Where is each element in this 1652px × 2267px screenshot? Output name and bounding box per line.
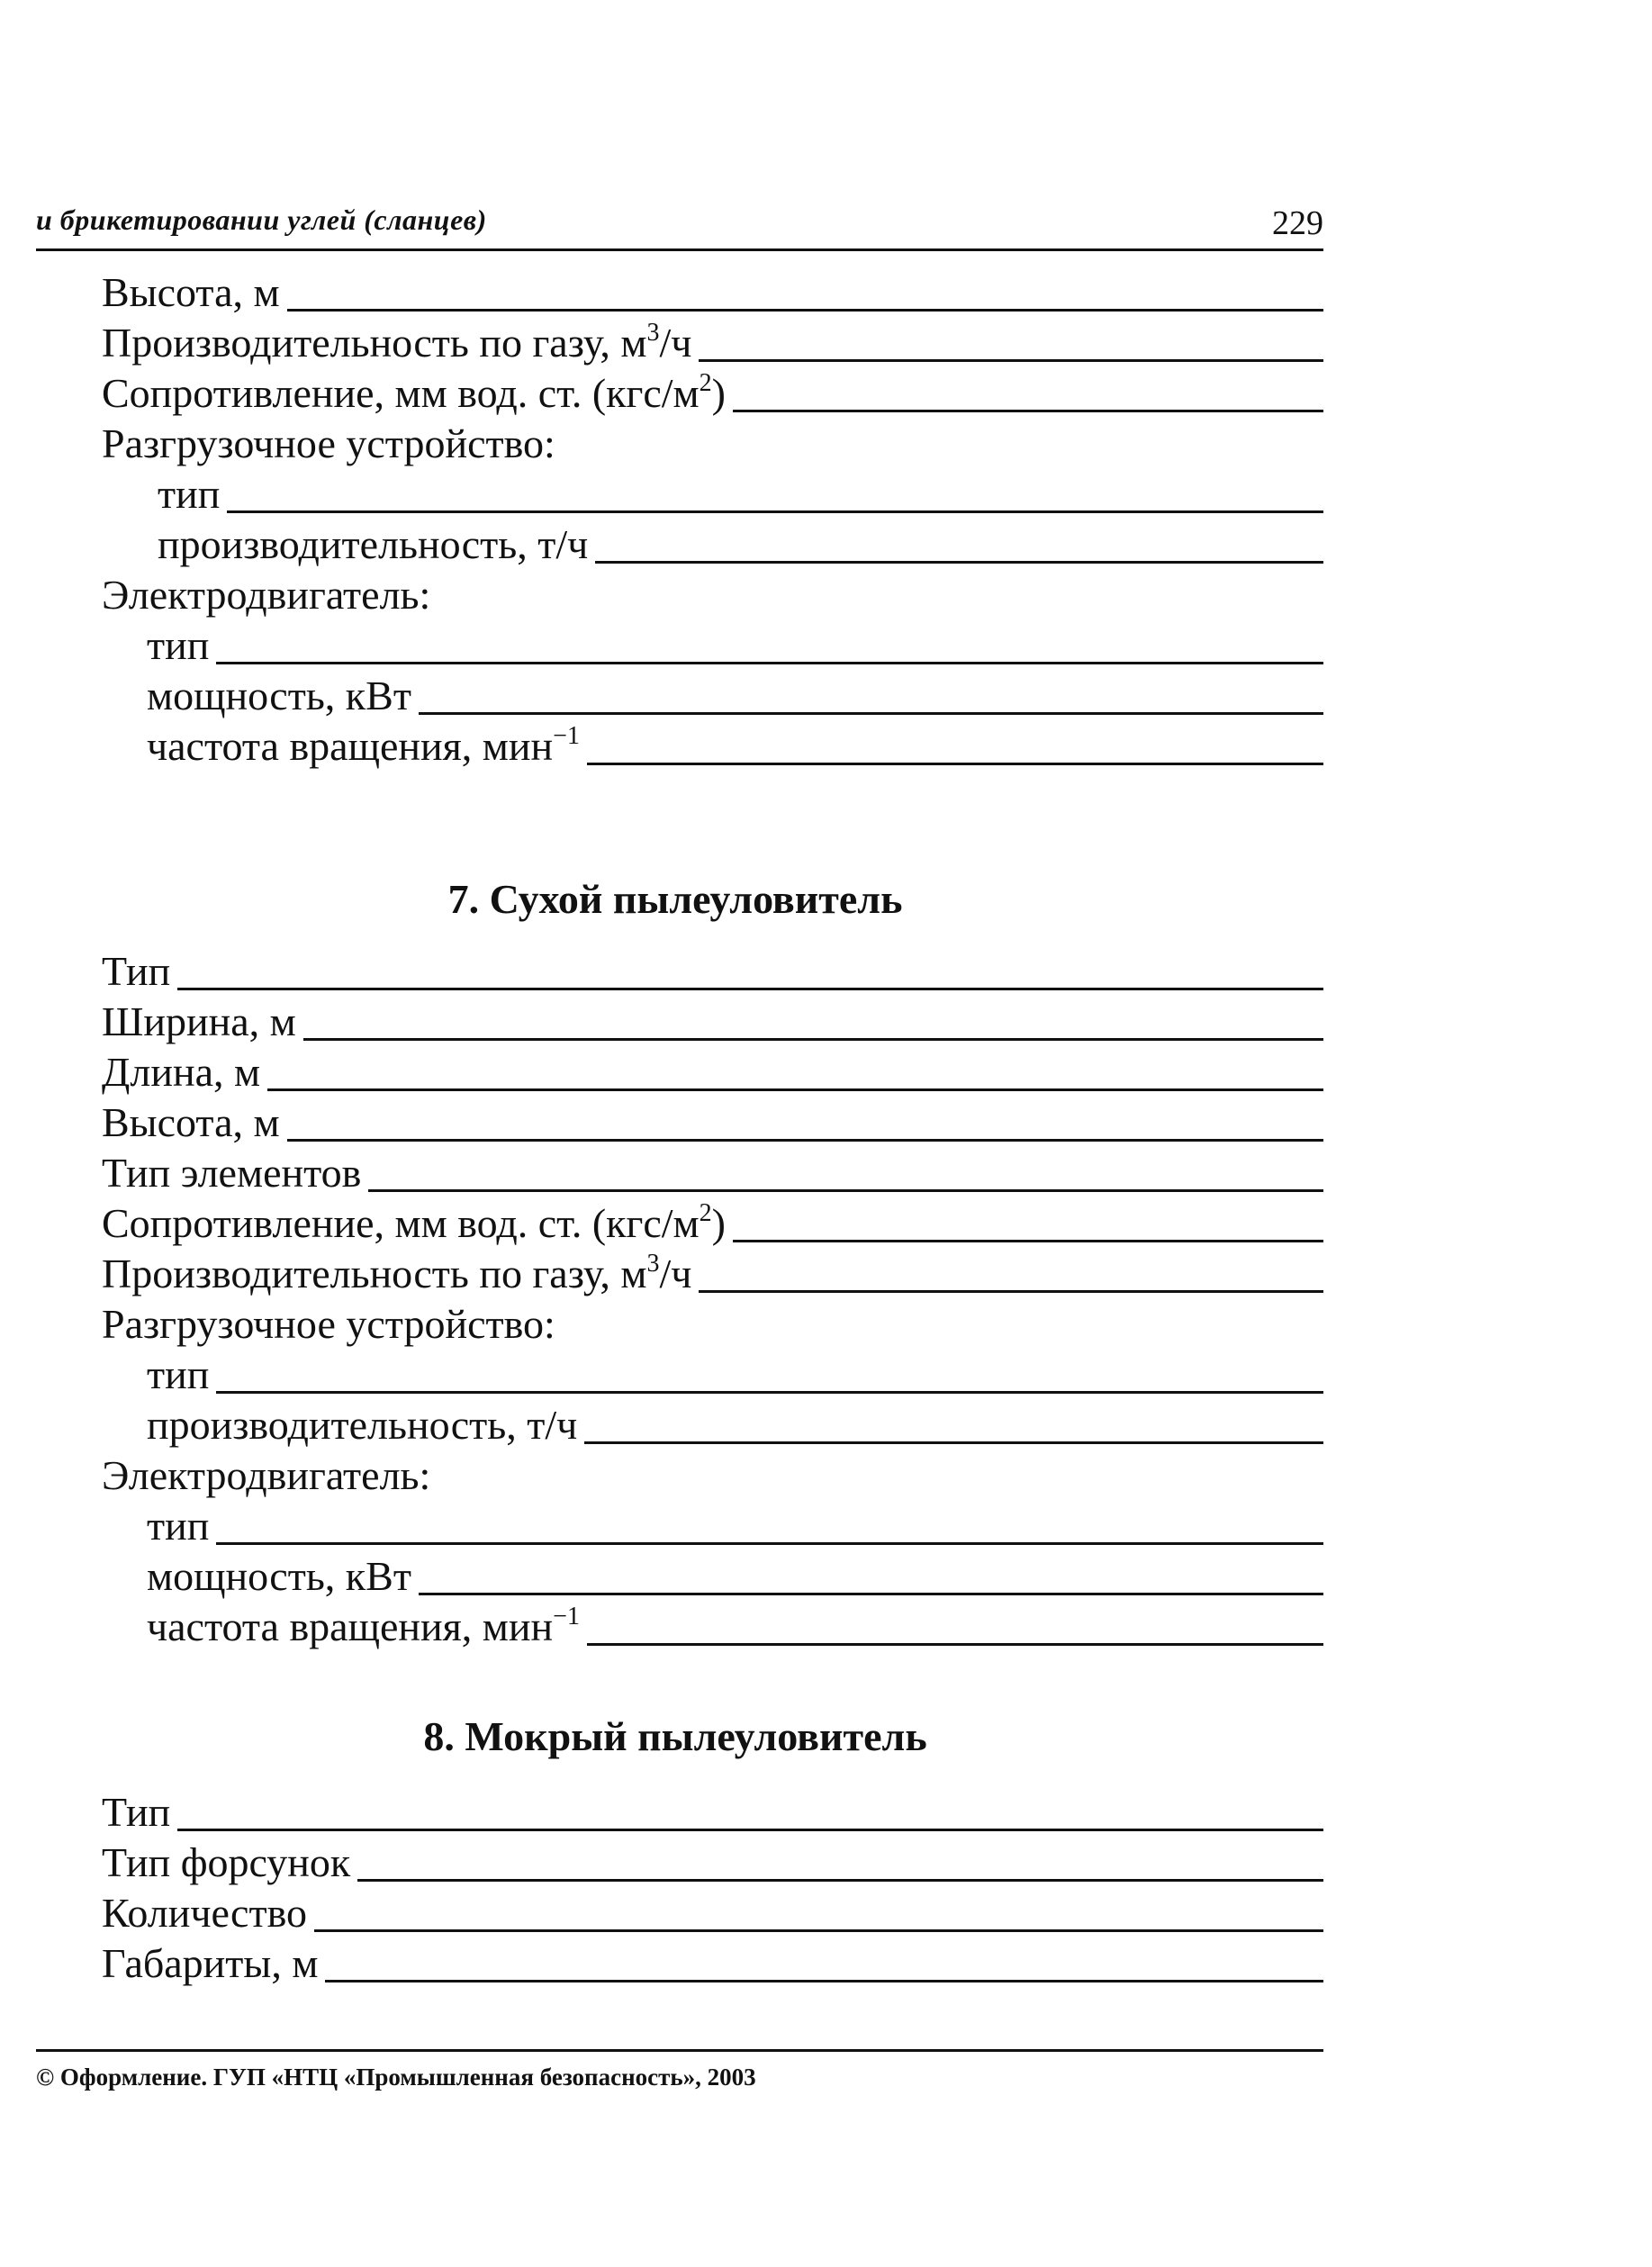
blank-line: [303, 1037, 1323, 1041]
field-gas-capacity: [102, 317, 1323, 369]
field-type: [102, 945, 1323, 998]
blank-line: [177, 1828, 1323, 1831]
blank-line: [216, 661, 1323, 664]
field-motor-power: [147, 1550, 1323, 1603]
field-quantity: [102, 1887, 1323, 1939]
field-motor-type: [147, 619, 1323, 672]
blank-line: [357, 1878, 1323, 1882]
field-label: Габариты, м: [102, 1940, 319, 1986]
field-motor-type: [147, 1500, 1323, 1552]
field-element-type: [102, 1147, 1323, 1199]
field-length: [102, 1046, 1323, 1098]
field-nozzle-type: [102, 1837, 1323, 1889]
field-label: производительность, т/ч: [147, 1402, 578, 1448]
field-label: тип: [147, 1351, 210, 1397]
field-label: мощность, кВт: [147, 673, 411, 718]
field-label: Длина, м: [102, 1049, 261, 1095]
field-resistance: [102, 367, 1323, 420]
blank-line: [287, 1138, 1323, 1142]
blank-line: [287, 308, 1323, 312]
field-label: частота вращения, мин$^{-1}$: [147, 1602, 580, 1649]
blank-line: [227, 510, 1323, 513]
field-label: Высота, м: [102, 269, 280, 315]
page-number: 229: [1272, 204, 1323, 242]
blank-line: [699, 1289, 1323, 1293]
field-label: Ширина, м: [102, 998, 296, 1044]
field-resistance: [102, 1197, 1323, 1250]
header-divider: [36, 248, 1323, 251]
blank-line: [587, 1642, 1323, 1646]
blank-line: [177, 987, 1323, 990]
section-heading: 8. Мокрый пылеуловитель: [423, 1713, 927, 1759]
group-motor: [102, 569, 1323, 621]
field-label: Высота, м: [102, 1099, 280, 1145]
field-height: [102, 1097, 1323, 1149]
field-label: Количество: [102, 1890, 307, 1936]
field-motor-speed: [147, 720, 1323, 772]
field-label: тип: [147, 622, 210, 668]
field-label: Тип: [102, 948, 171, 994]
footer-divider: [36, 2049, 1323, 2052]
group-unloading-device: [102, 418, 1323, 470]
copyright-footer: © Оформление. ГУП «НТЦ «Промышленная безопасность», 2003: [36, 2064, 756, 2091]
blank-line: [216, 1541, 1323, 1545]
running-header-title: и брикетировании углей (сланцев): [36, 203, 487, 236]
blank-line: [368, 1188, 1323, 1192]
field-label: частота вращения, мин$^{-1}$: [147, 721, 580, 769]
field-unloading-type: [147, 1349, 1323, 1401]
field-label: Производительность по газу, $м^3/ч$: [102, 1249, 692, 1296]
blank-line: [325, 1979, 1323, 1982]
blank-line: [584, 1441, 1323, 1444]
field-unloading-capacity: [147, 1399, 1323, 1451]
blank-line: [733, 1239, 1323, 1242]
blank-line: [595, 560, 1323, 564]
blank-line: [314, 1928, 1323, 1932]
field-label: Сопротивление, мм вод. ст. $(кгс/м^2)$: [102, 368, 726, 416]
field-unloading-capacity: [158, 519, 1323, 571]
field-label: тип: [158, 471, 221, 517]
blank-line: [699, 358, 1323, 362]
field-type: [102, 1786, 1323, 1838]
group-label: Разгрузочное устройство:: [102, 1301, 555, 1347]
blank-line: [733, 409, 1323, 412]
blank-line: [419, 711, 1323, 715]
blank-line: [267, 1088, 1323, 1091]
group-motor: [102, 1450, 1323, 1502]
field-label: Тип элементов: [102, 1150, 362, 1196]
group-label: Электродвигатель:: [102, 572, 431, 618]
blank-line: [419, 1592, 1323, 1595]
field-label: Тип форсунок: [102, 1839, 351, 1885]
group-label: Электродвигатель:: [102, 1452, 431, 1498]
field-unloading-type: [158, 468, 1323, 520]
group-unloading-device: [102, 1298, 1323, 1350]
field-motor-speed: [147, 1601, 1323, 1653]
blank-line: [587, 762, 1323, 765]
blank-line: [216, 1390, 1323, 1394]
field-label: производительность, т/ч: [158, 521, 589, 567]
field-width: [102, 996, 1323, 1048]
field-label: тип: [147, 1503, 210, 1549]
field-label: Сопротивление, мм вод. ст. $(кгс/м^2)$: [102, 1198, 726, 1246]
group-label: Разгрузочное устройство:: [102, 420, 555, 466]
field-gas-capacity: [102, 1248, 1323, 1300]
field-label: Производительность по газу, $м^3/ч$: [102, 318, 692, 366]
field-height: [102, 266, 1323, 319]
field-label: Тип: [102, 1789, 171, 1835]
field-dimensions: [102, 1937, 1323, 1990]
field-label: мощность, кВт: [147, 1553, 411, 1599]
field-motor-power: [147, 670, 1323, 722]
section-heading: 7. Сухой пылеуловитель: [447, 876, 903, 922]
